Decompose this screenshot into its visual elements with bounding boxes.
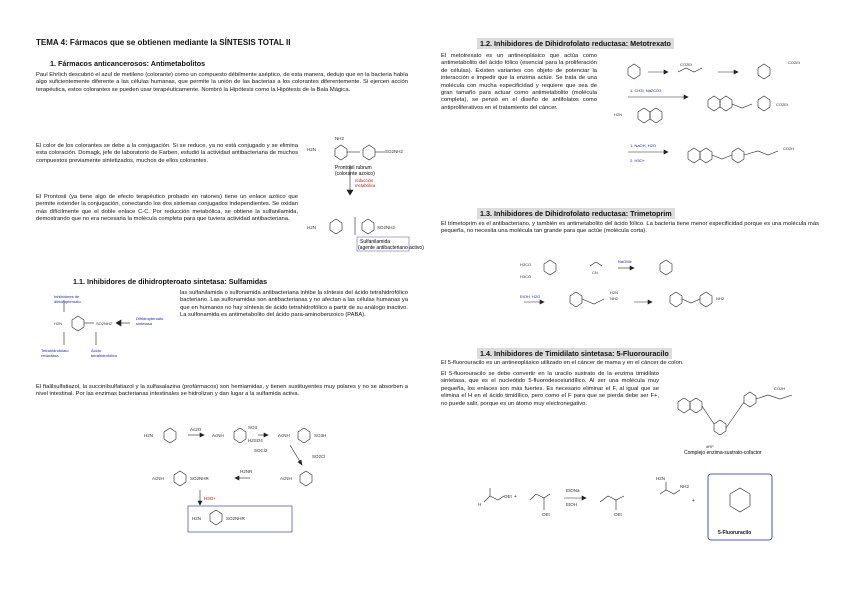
svg-text:CO2Et: CO2Et bbox=[680, 62, 693, 67]
svg-text:H2N: H2N bbox=[307, 225, 317, 230]
sulfanilamida-sublabel: (agente antibacteriano activo) bbox=[358, 245, 424, 251]
synth-so2nhr-final: SO2NHR bbox=[226, 516, 245, 521]
section-heading-sulfamidas: 1.1. Inhibidores de dihidropteroato sintetasa: Sulfamidas bbox=[73, 277, 268, 286]
svg-text:CO2H: CO2H bbox=[774, 386, 786, 391]
fu-synthesis-scheme bbox=[470, 470, 830, 550]
svg-text:EtOH, H2O: EtOH, H2O bbox=[520, 294, 541, 299]
svg-text:metabólica: metabólica bbox=[355, 183, 376, 188]
fu-complex-caption: Complejo enzima-sustrato-cofactor bbox=[684, 450, 762, 456]
svg-text:Inhibidores de: Inhibidores de bbox=[54, 294, 80, 299]
svg-text:H: H bbox=[478, 502, 482, 507]
fu-paragraph-2: El 5-fluorouracilo se debe convertir en la uracilo sustrato de la enzima timidilato sintetasa, que es el nucleótido 5-fluorodesoxiuridílico. Al ser una molécula muy pequeña, los enlaces son más fuertes. Es necesario eliminar el F, al igual que se elimina el H en el ácido timidílico, pero como el F para que se pierda debe ser F+, no puede salir, porque es un átomo muy electronegativo. bbox=[441, 371, 659, 407]
svg-text:H3CO: H3CO bbox=[520, 274, 532, 279]
page-title: TEMA 4: Fármacos que se obtienen mediante la SÍNTESIS TOTAL II bbox=[36, 38, 291, 47]
svg-text:+: + bbox=[692, 498, 695, 504]
prontosil-label: Prontosil rubrum bbox=[335, 165, 372, 171]
trimetoprim-scheme bbox=[510, 252, 750, 332]
fu-product-label: 5-Fluoruracilo bbox=[718, 530, 752, 536]
color-paragraph: El color de los colorantes se debe a la conjugación. Si se reduce, ya no está conjugado y se elimina esta coloración. Domagk, jefe de laboratorio de Farben, estudió la actividad antibacteriana de muchos compuestos previamente sintetizados, muchos de ellos colorantes. bbox=[36, 143, 298, 164]
svg-text:tetrahidrofólico: tetrahidrofólico bbox=[91, 353, 118, 358]
svg-text:NH2: NH2 bbox=[335, 136, 345, 141]
sulfanilamida-label: Sulfanilamida bbox=[360, 239, 391, 245]
synth-socl2: SOCl2 bbox=[254, 448, 268, 453]
sulfonamide-synthesis-scheme bbox=[140, 420, 380, 550]
synth-ac2o: Ac2O bbox=[190, 427, 202, 432]
svg-text:CO2Et: CO2Et bbox=[776, 102, 789, 107]
section-heading-metotrexato: 1.2. Inhibidores de Dihidrofolato reductasa: Metotrexato bbox=[477, 38, 674, 49]
svg-text:CN: CN bbox=[592, 270, 598, 275]
synth-so2nhr-1: SO2NHR bbox=[190, 476, 209, 481]
synth-acnh-1: AcNH bbox=[212, 433, 224, 438]
prontosil-sublabel: (colorante azoico) bbox=[335, 171, 375, 177]
prontosil-scheme bbox=[305, 135, 424, 255]
svg-text:dRP: dRP bbox=[706, 444, 714, 449]
synth-h3o: H3O+ bbox=[204, 496, 216, 501]
fu-nh2: NH2 bbox=[680, 484, 690, 489]
fu-h2n: H2N bbox=[656, 476, 666, 481]
svg-text:NH2: NH2 bbox=[610, 296, 619, 301]
fu-oet-1: OEt bbox=[504, 494, 512, 499]
synth-so2cl: SO2Cl bbox=[312, 454, 326, 459]
synth-so3: SO3 bbox=[248, 425, 258, 430]
section-heading-antimetabolitos: 1. Fármacos anticancerosos: Antimetabolitos bbox=[50, 59, 206, 68]
trimetoprim-paragraph: El trimetoprim es el antibacteriano, y también es antimetabolito del ácido fólico. La bacteria tiene menor especificidad porque es una molécula más pequeña, no necesita una molécula tan grande para que actúe (molécula corta). bbox=[441, 221, 819, 235]
svg-text:Ácido: Ácido bbox=[91, 348, 102, 353]
svg-text:+: + bbox=[514, 494, 517, 500]
svg-text:Dihidropteroato: Dihidropteroato bbox=[136, 316, 164, 321]
prontosil-paragraph: El Prontosil (ya tiene algo de efecto terapéutico probado en ratones) tiene un enlace azóico que permite extender la conjugación, conectando los dos sistemas conjugados independientes. Se oxidan más difícilmente que el doble enlace C-C. Por reducción metabólica, se obtiene la sulfanilamida, demostrando que no era necesaria la molécula completa para que tuviera actividad antibacteriana. bbox=[36, 194, 298, 223]
svg-text:H2N: H2N bbox=[54, 321, 63, 326]
svg-text:SO2NH2: SO2NH2 bbox=[377, 225, 396, 230]
intro-paragraph: Paul Ehrlich descubrió el azul de metileno (colorante) como un compuesto débilmente aséptico, de esta manera, dedujo que en la bacteria había algo suficientemente diferente a las células humanas, que permite la unión de las bacterias a los colorantes diferentemente. Si ejercen acción terapéutica, estos colorantes se pueden usar terapéuticamente. Nombró la Hipótesis como la Hipótesis de la Bala Mágica. bbox=[36, 72, 408, 93]
synth-acnh-2: AcNH bbox=[278, 433, 290, 438]
synth-so3h: SO3H bbox=[314, 433, 327, 438]
section-heading-trimetoprim: 1.3. Inhibidores de Dihidrofolato reductasa: Trimetoprim bbox=[477, 208, 675, 219]
fu-oet-3: OEt bbox=[614, 512, 622, 517]
svg-text:CO2Et: CO2Et bbox=[788, 60, 801, 65]
svg-text:sintetasa: sintetasa bbox=[136, 321, 153, 326]
synth-h2n-final: H2N bbox=[192, 516, 202, 521]
svg-text:H2N: H2N bbox=[614, 112, 623, 117]
svg-text:reducción: reducción bbox=[355, 178, 374, 183]
svg-text:NaOMe: NaOMe bbox=[618, 259, 632, 264]
svg-text:1. CH3I, Na2CO3: 1. CH3I, Na2CO3 bbox=[630, 88, 662, 93]
fu-etoh: EtOH bbox=[566, 502, 578, 507]
synth-acnh-4: AcNH bbox=[152, 476, 164, 481]
svg-text:NH2: NH2 bbox=[716, 296, 725, 301]
svg-text:dihidropteroato: dihidropteroato bbox=[54, 299, 81, 304]
fu-oet-2: OEt bbox=[542, 512, 550, 517]
sulfa-paragraph: las sulfanilamida o sulfonamida antibacteriana inhibe la síntesis del ácido tetrahidrofólico bacteriano. Las sulfonamidas son antibacterianas y no afectan a las células humanas ya que en humanos no hay síntesis de ácido tetrahidrofólico a partir de su análogo inactivo. La sulfonamida es antimetabolito del ácido para-aminobenzoico (PABA). bbox=[180, 290, 408, 319]
sulfamidas-scheme bbox=[36, 290, 176, 370]
svg-text:H2N: H2N bbox=[610, 290, 619, 295]
svg-text:2. H3O+: 2. H3O+ bbox=[630, 158, 646, 163]
svg-text:CO2H: CO2H bbox=[783, 146, 795, 151]
svg-text:H2N: H2N bbox=[307, 147, 317, 152]
synth-h2n: H2N bbox=[144, 433, 154, 438]
synth-h2nr: H2NR bbox=[240, 469, 253, 474]
svg-text:1. NaOH, H2O: 1. NaOH, H2O bbox=[630, 143, 657, 148]
svg-text:Tetrahidrofolato: Tetrahidrofolato bbox=[41, 348, 69, 353]
synth-acnh-3: AcNH bbox=[280, 476, 292, 481]
svg-text:SO2NH2: SO2NH2 bbox=[385, 149, 404, 154]
synth-h2so4: H2SO4 bbox=[248, 438, 263, 443]
fu-etona: EtONa bbox=[566, 488, 580, 493]
fu-paragraph-1: El 5-fluorouracilo es un antineoplásico utilizado en el cáncer de mama y en el cáncer de colon. bbox=[441, 360, 684, 366]
svg-text:H3CO: H3CO bbox=[520, 262, 532, 267]
metotrexato-scheme bbox=[608, 52, 828, 182]
svg-text:reductasa: reductasa bbox=[41, 353, 59, 358]
ftalil-paragraph: El ftalilsulfatiazol, la succinilsulfatiazol y la sulfasalazina (profármacos) son hemiamidas, y tienen sustituyentes muy polares y no se absorben a nivel intestinal. Por las enzimas bacterianas intestinales se hidrolizan y dan lugar a la sulfamida activa. bbox=[36, 384, 408, 398]
svg-text:SO2NH2: SO2NH2 bbox=[96, 321, 113, 326]
fu-complex-scheme bbox=[664, 368, 814, 458]
metotrexato-paragraph: El metotrexato es un antineoplásico que actúa como antimetabolito del ácido fólico (esencial para la proliferación de células). Existen variantes con objeto de potenciar la interacción e impedir que la enzima actúe. Se trata de una molécula con mucha especificidad y requiere que sea de gran tamaño para actuar como antimetabolito (molécula completa), se pensó en el diseño de antifolatos como antiproliferativos en el tratamiento del cáncer. bbox=[441, 53, 597, 111]
section-heading-fluorouracilo: 1.4. Inhibidores de Timidilato sintetasa: 5-Fluorouracilo bbox=[477, 348, 672, 359]
